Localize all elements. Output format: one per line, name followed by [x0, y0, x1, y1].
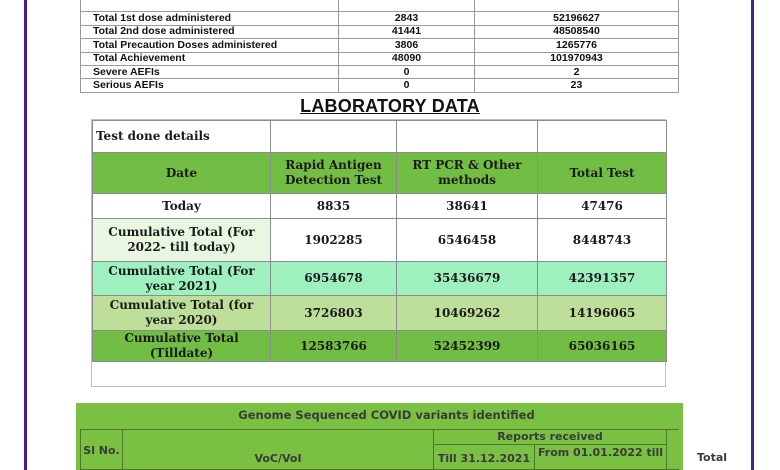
caption-row: [93, 121, 667, 153]
column-header-total: Total: [696, 451, 728, 464]
empty-cell: [271, 121, 397, 153]
total-test-value: 14196065: [538, 296, 667, 331]
total-value: 2: [475, 65, 679, 78]
empty-cell: [538, 121, 667, 153]
row-label: [81, 0, 339, 12]
row-label: Total 2nd dose administered: [81, 25, 339, 38]
table-row: [93, 194, 667, 219]
rapid-antigen-value: 6954678: [271, 262, 397, 296]
row-label: Cumulative Total (Tilldate): [93, 331, 271, 362]
today-value: 3806: [339, 39, 475, 52]
total-value: 23: [475, 79, 679, 92]
rtpcr-value: 6546458: [397, 219, 538, 262]
laboratory-section-title: LABORATORY DATA: [300, 96, 480, 116]
table-row: [81, 25, 679, 38]
row-label: Today: [93, 194, 271, 219]
vaccination-table: [80, 0, 679, 93]
total-value: 52196627: [475, 12, 679, 25]
table-row: [81, 65, 679, 78]
column-header-till-date: Till 31.12.2021: [433, 444, 535, 470]
laboratory-table: [92, 120, 667, 362]
column-header-rapid-antigen: Rapid Antigen Detection Test: [271, 153, 397, 194]
genome-table: [76, 427, 728, 470]
total-test-value: 47476: [538, 194, 667, 219]
rapid-antigen-value: 1902285: [271, 219, 397, 262]
genome-table-title: Genome Sequenced COVID variants identified: [238, 408, 535, 422]
today-value: 2843: [339, 12, 475, 25]
rtpcr-value: 35436679: [397, 262, 538, 296]
column-header-rtpcr: RT PCR & Other methods: [397, 153, 538, 194]
total-test-value: 42391357: [538, 262, 667, 296]
row-label: Total 1st dose administered: [81, 12, 339, 25]
genome-table-header: [76, 403, 683, 427]
rapid-antigen-value: 3726803: [271, 296, 397, 331]
total-value: 48508540: [475, 25, 679, 38]
total-test-value: 65036165: [538, 331, 667, 362]
today-value: 0: [339, 79, 475, 92]
table-row: [81, 52, 679, 65]
column-header-from-date: From 01.01.2022 till: [534, 444, 667, 470]
column-header-voc-voi: VoC/VoI: [122, 429, 434, 470]
row-label: Severe AEFIs: [81, 65, 339, 78]
row-label: Total Achievement: [81, 52, 339, 65]
total-value: 101970943: [475, 52, 679, 65]
table-row: [93, 296, 667, 331]
row-label: Serious AEFIs: [81, 79, 339, 92]
table-row: [93, 331, 667, 362]
row-label: Cumulative Total (For year 2021): [93, 262, 271, 296]
rtpcr-value: 38641: [397, 194, 538, 219]
table-row: [81, 12, 679, 25]
total-test-value: 8448743: [538, 219, 667, 262]
table-row: [93, 219, 667, 262]
table-row: [81, 39, 679, 52]
rtpcr-value: 10469262: [397, 296, 538, 331]
table-row: [81, 79, 679, 92]
today-value: [339, 0, 475, 12]
total-value: [475, 0, 679, 12]
page-border-left: [24, 0, 27, 470]
header-row: [93, 153, 667, 194]
page-border-right: [751, 0, 754, 470]
table-caption: Test done details: [93, 121, 271, 153]
rapid-antigen-value: 8835: [271, 194, 397, 219]
table-row: [81, 0, 679, 12]
rapid-antigen-value: 12583766: [271, 331, 397, 362]
today-value: 48090: [339, 52, 475, 65]
table-row: [93, 262, 667, 296]
today-value: 41441: [339, 25, 475, 38]
row-label: Cumulative Total (for year 2020): [93, 296, 271, 331]
column-header-total-test: Total Test: [538, 153, 667, 194]
today-value: 0: [339, 65, 475, 78]
column-header-reports-received: Reports received: [433, 429, 667, 445]
empty-cell: [397, 121, 538, 153]
row-label: Cumulative Total (For 2022- till today): [93, 219, 271, 262]
column-header-date: Date: [93, 153, 271, 194]
total-value: 1265776: [475, 39, 679, 52]
laboratory-table-container: [91, 119, 666, 387]
row-label: Total Precaution Doses administered: [81, 39, 339, 52]
rtpcr-value: 52452399: [397, 331, 538, 362]
column-header-sl-no: Sl No.: [80, 429, 123, 470]
